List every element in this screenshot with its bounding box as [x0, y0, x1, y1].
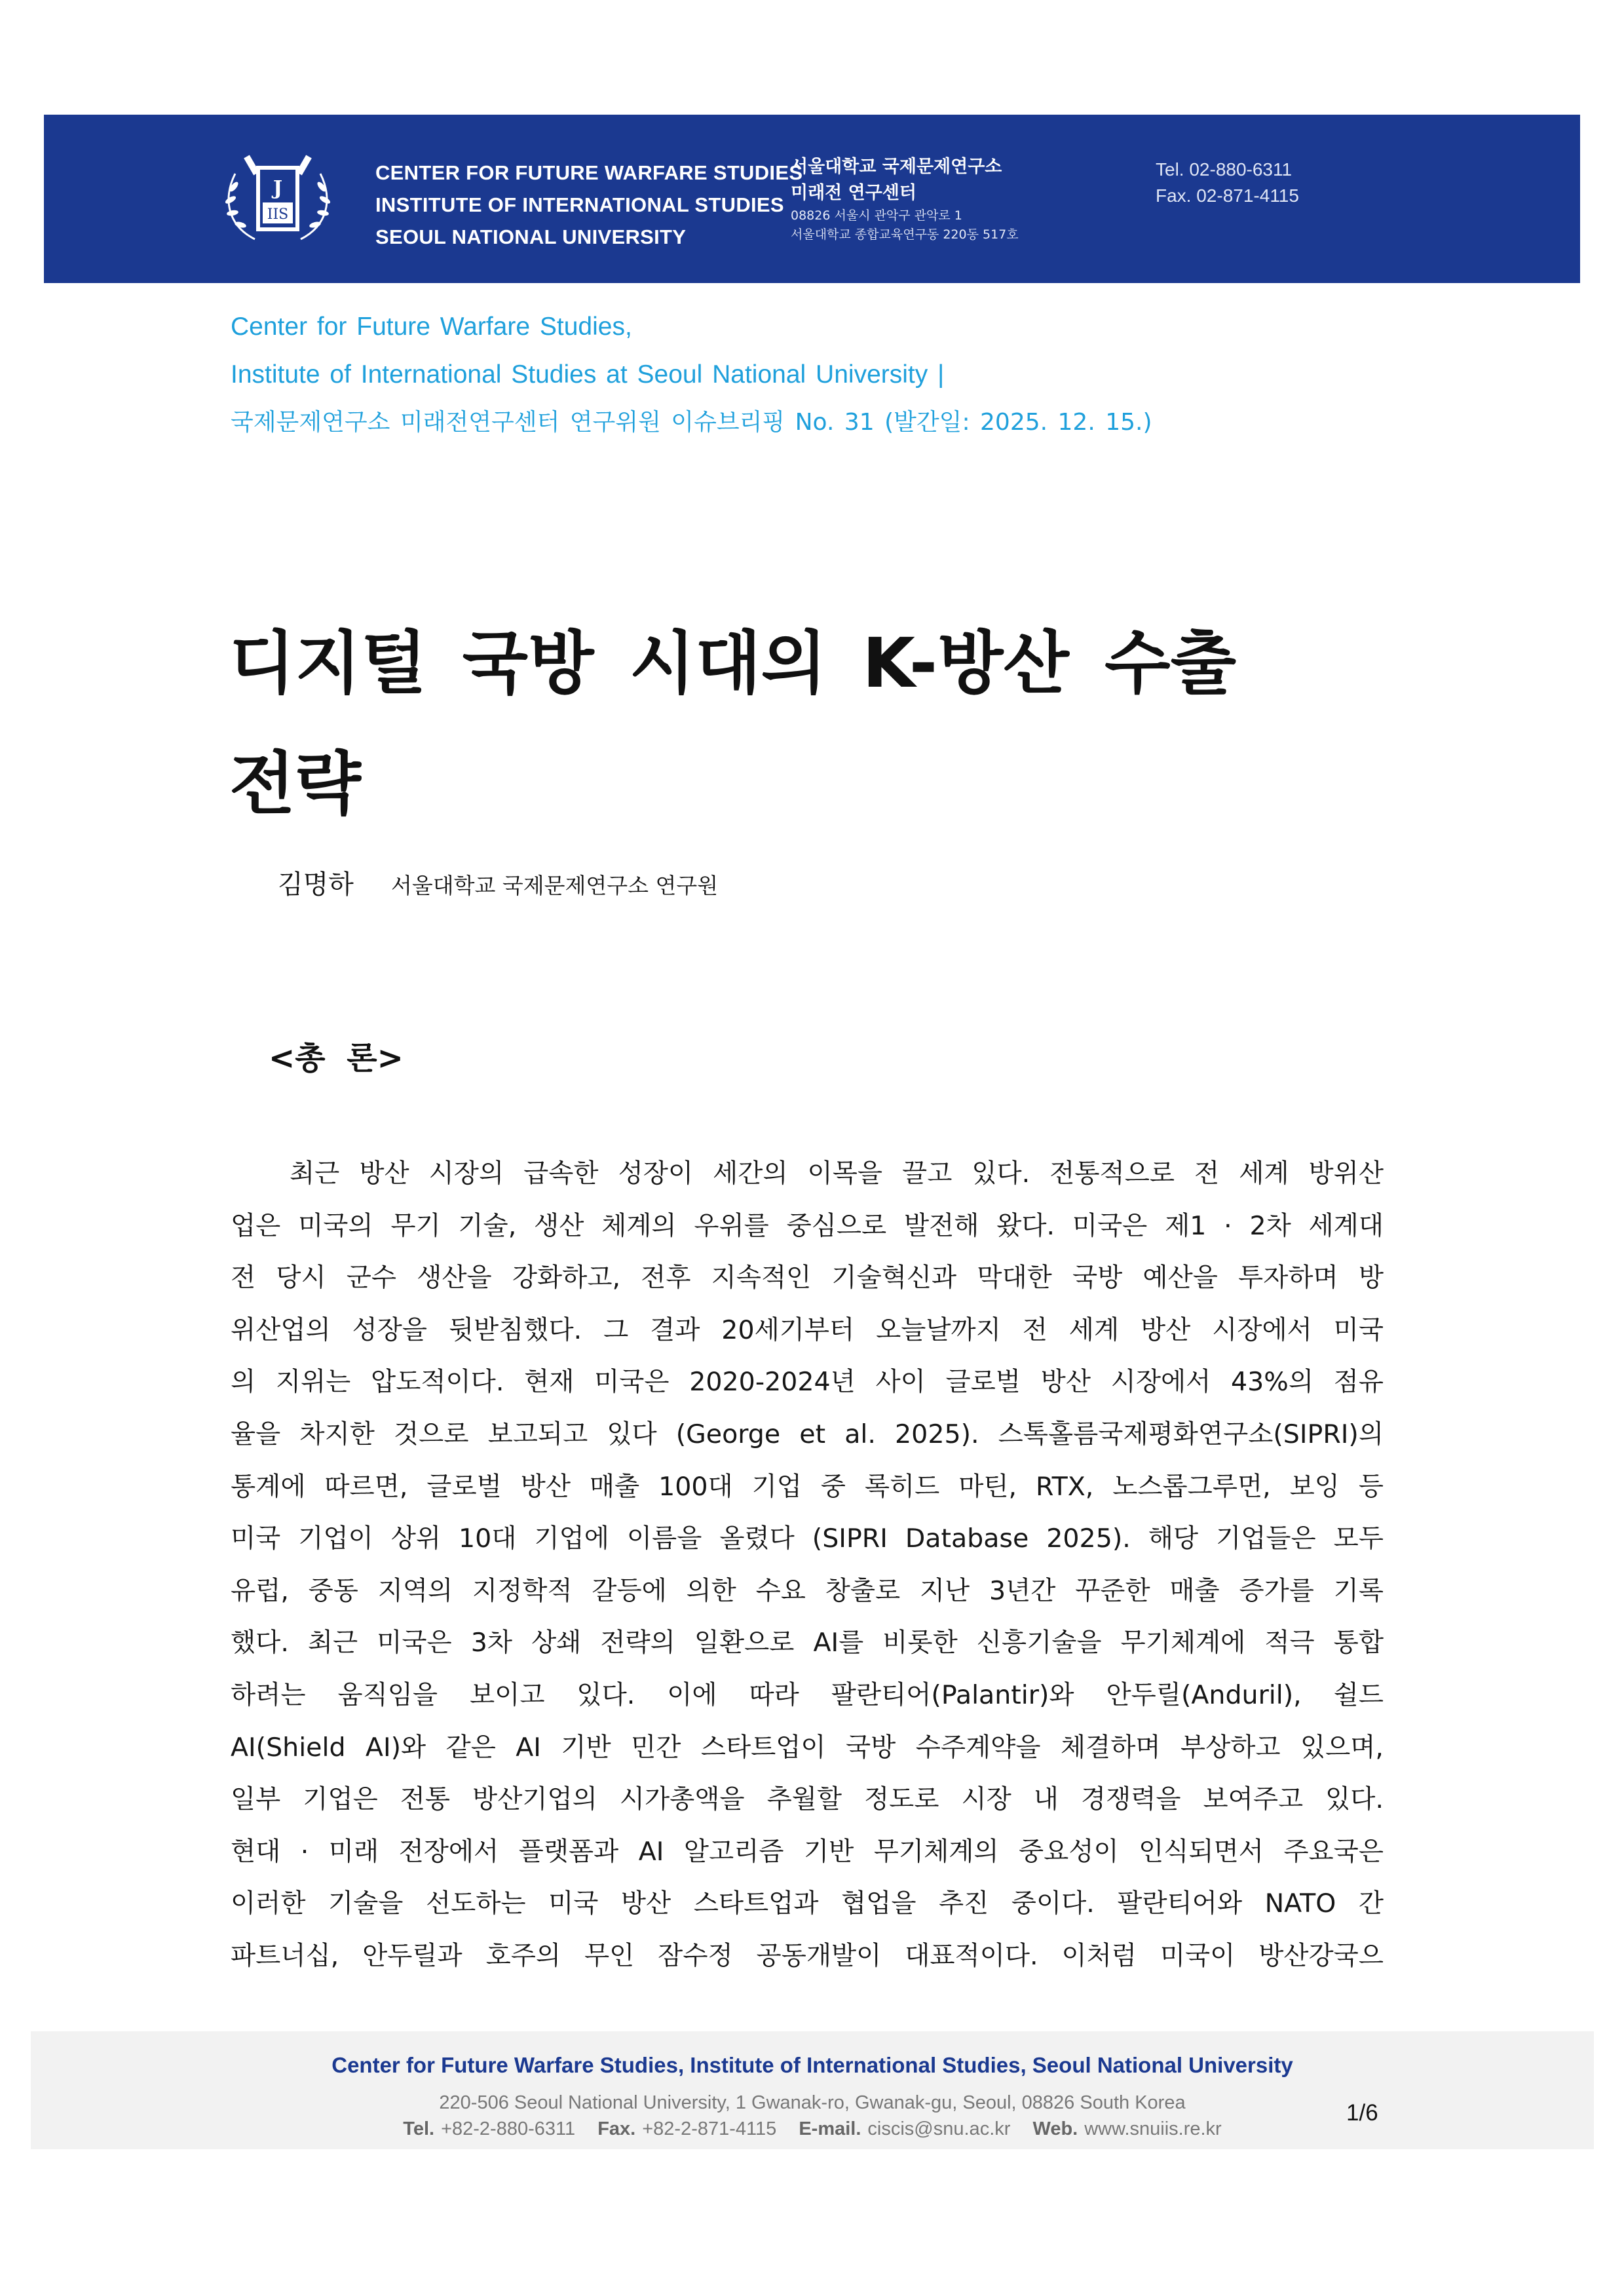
body-line: 이러한 기술을 선도하는 미국 방산 스타트업과 협업을 추진 중이다. 팔란티어와 NATO 간 [231, 1888, 1384, 1919]
section-heading: <총 론> [269, 1040, 404, 1077]
footer-web-label: Web. [1032, 2118, 1078, 2139]
org-en-line: CENTER FOR FUTURE WARFARE STUDIES [375, 161, 803, 184]
org-kr-line2: 미래전 연구센터 [791, 183, 916, 203]
footer-band [31, 2031, 1594, 2149]
body-line: 미국 기업이 상위 10대 기업에 이름을 올렸다 (SIPRI Database 2025). 해당 기업들은 모두 [231, 1523, 1384, 1554]
institute-logo-icon [209, 147, 347, 252]
footer-tel-label: Tel. [403, 2118, 435, 2139]
body-line: 하려는 움직임을 보이고 있다. 이에 따라 팔란티어(Palantir)와 안두릴(Anduril), 쉴드 [231, 1679, 1384, 1710]
body-line: 위산업의 성장을 뒷받침했다. 그 결과 20세기부터 오늘날까지 전 세계 방산 시장에서 미국 [231, 1314, 1384, 1345]
body-text [231, 1148, 1384, 1983]
org-name-english [375, 157, 803, 253]
footer-web-link[interactable]: www.snuiis.re.kr [1084, 2118, 1222, 2139]
footer-email-label: E-mail. [799, 2118, 861, 2139]
series-info [231, 303, 1152, 446]
body-line: 전 당시 군수 생산을 강화하고, 전후 지속적인 기술혁신과 막대한 국방 예산을 투자하며 방 [231, 1263, 1384, 1293]
page-number: 1/6 [1346, 2100, 1378, 2126]
body-line: 유럽, 중동 지역의 지정학적 갈등에 의한 수요 창출로 지난 3년간 꾸준한 매출 증가를 기록 [231, 1575, 1384, 1606]
svg-text:J: J [273, 177, 283, 200]
body-line: 일부 기업은 전통 방산기업의 시가총액을 추월할 정도로 시장 내 경쟁력을 보여주고 있다. [231, 1784, 1384, 1815]
page-title [229, 603, 1474, 844]
body-line: 업은 미국의 무기 기술, 생산 체계의 우위를 중심으로 발전해 왔다. 미국은 제1 · 2차 세계대 [231, 1210, 1384, 1241]
series-issue-line: 국제문제연구소 미래전연구센터 연구위원 이슈브리핑 No. 31 (발간일: 2025. 12. 15.) [231, 409, 1152, 436]
org-en-line: INSTITUTE OF INTERNATIONAL STUDIES [375, 193, 784, 216]
org-name-korean [791, 154, 1019, 244]
body-line: 통계에 따르면, 글로벌 방산 매출 100대 기업 중 록히드 마틴, RTX, 노스롭그루먼, 보잉 등 [231, 1471, 1384, 1502]
title-line2: 전략 [229, 744, 361, 824]
series-line2: Institute of International Studies at Seoul National University | [231, 360, 945, 389]
body-line: 현대 · 미래 전장에서 플랫폼과 AI 알고리즘 기반 무기체계의 중요성이 인식되면서 주요국은 [231, 1836, 1384, 1867]
body-line: 의 지위는 압도적이다. 현재 미국은 2020-2024년 사이 글로벌 방산 시장에서 43%의 점유 [231, 1367, 1384, 1398]
author-block [278, 864, 718, 901]
author-name: 김명하 [278, 870, 354, 900]
footer-address: 220-506 Seoul National University, 1 Gwanak-ro, Gwanak-gu, Seoul, 08826 South Korea [439, 2092, 1186, 2113]
footer-fax-label: Fax. [597, 2118, 636, 2139]
logo-text: IIS [267, 206, 289, 223]
body-line: 했다. 최근 미국은 3차 상쇄 전략의 일환으로 AI를 비롯한 신흥기술을 무기체계에 적극 통합 [231, 1628, 1384, 1658]
address-line2: 서울대학교 종합교육연구동 220동 517호 [791, 227, 1019, 242]
footer-email-link[interactable]: ciscis@snu.ac.kr [867, 2118, 1011, 2139]
body-line: 율을 차지한 것으로 보고되고 있다 (George et al. 2025). 스톡홀름국제평화연구소(SIPRI)의 [231, 1419, 1384, 1449]
address-line1: 08826 서울시 관악구 관악로 1 [791, 208, 962, 223]
footer-fax: +82-2-871-4115 [642, 2118, 777, 2139]
body-line: 최근 방산 시장의 급속한 성장이 세간의 이목을 끌고 있다. 전통적으로 전 세계 방위산 [290, 1158, 1384, 1189]
header-contact [1156, 157, 1299, 209]
header-tel: Tel. 02-880-6311 [1156, 159, 1293, 180]
header-band [44, 115, 1580, 283]
footer-tel: +82-2-880-6311 [441, 2118, 576, 2139]
title-line1: 디지털 국방 시대의 K-방산 수출 [229, 623, 1237, 703]
body-line: 파트너십, 안두릴과 호주의 무인 잠수정 공동개발이 대표적이다. 이처럼 미국이 방산강국으 [231, 1940, 1384, 1971]
series-line1: Center for Future Warfare Studies, [231, 313, 632, 341]
author-affiliation: 서울대학교 국제문제연구소 연구원 [391, 873, 719, 898]
body-line: AI(Shield AI)와 같은 AI 기반 민간 스타트업이 국방 수주계약을 체결하며 부상하고 있으며, [231, 1732, 1384, 1763]
footer-title: Center for Future Warfare Studies, Institute of International Studies, Seoul National University [331, 2053, 1293, 2077]
org-en-line: SEOUL NATIONAL UNIVERSITY [375, 225, 687, 248]
org-kr-line1: 서울대학교 국제문제연구소 [791, 157, 1002, 177]
header-fax: Fax. 02-871-4115 [1156, 185, 1299, 206]
